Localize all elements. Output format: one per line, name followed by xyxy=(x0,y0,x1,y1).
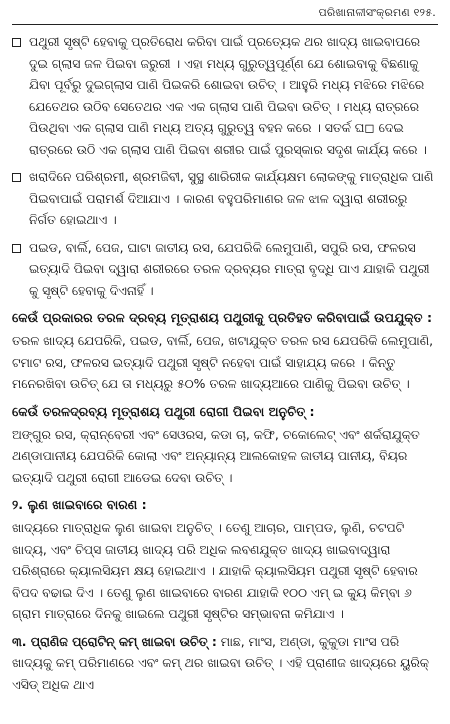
section-heading: କେଉଁ ପ୍ରକାରର ତରଳ ଦ୍ରବ୍ୟ ମୂତ୍ରାଶୟ ପଥୁରୀକୁ ପ୍ରତିହତ କରିବାପାଇଁ ଉପଯୁକ୍ତ : xyxy=(12,310,432,325)
section-lead-text: ମାଛ, ମାଂସ, ଅଣ୍ଡା, କୁକୁଡା ମାଂସ ପରି ଖାଦ୍ୟକୁ କମ୍ ପରିମାଣରେ ଏବଂ କମ୍ ଥର ଖାଇବା ଉଚିତ୍ । ଏହି ପ୍ରାଣୀଜ ଖାଦ୍ୟରେ ୟୁରିକ୍ ଏସିଡ୍ ଅଧିକ ଥାଏ xyxy=(12,633,429,692)
running-title: ପରିଖାନାଳୀସଂକ୍ରମଣ ୧୨୫. xyxy=(318,6,436,19)
section-heading: କେଉଁ ତରଳଦ୍ରବ୍ୟ ମୂତ୍ରାଶୟ ପଥୁରୀ ରୋଗୀ ପିଇବା ଅନୁଚିତ୍ : xyxy=(12,403,315,419)
square-bullet-icon xyxy=(12,173,21,182)
section-paragraph xyxy=(12,631,438,696)
bullet-text: ପଇଡ, ବାର୍ଲି, ପେଜ, ଘାଟା ଜାତୀୟ ରସ, ଯେପରିକି ଲେମୁପାଣି, ସପୁରି ରସ, ଫଳରସ ଇତ୍ୟାଦି ପିଇବା ଦ୍ୱାରା ଶରୀରରେ ତରଳ ଦ୍ରବ୍ୟର ମାତ୍ରା ବୃଦ୍ଧି ପାଏ ଯାହାକି ପଥୁରୀ କୁ ସୃଷ୍ଟି ହେବାକୁ ଦିଏନାହିଁ । xyxy=(29,239,430,298)
bullet-text: ପଥୁରୀ ସୃଷ୍ଟି ହେବାକୁ ପ୍ରତିରୋଧ କରିବା ପାଇଁ ପ୍ରତ୍ୟେକ ଥର ଖାଦ୍ୟ ଖାଇବାପରେ ଦୁଇ ଗ୍ଲାସ ଜଳ ପିଇବା ଜରୁରୀ । ଏହା ମଧ୍ୟ ଗୁରୁତ୍ୱପୂର୍ଣ୍ଣ ଯେ ଶୋଇବାକୁ ବିଛଣାକୁ ଯିବା ପୂର୍ବରୁ ଦୁଇଗ୍ଲାସ ପାଣି ପିଇକରି ଶୋଇବା ଉଚିତ୍ । ଆହୁରି ମଧ୍ୟ ମଝିରେ ମଝିରେ ଯେତେଥର ଉଠିବ ସେତେଥର ଏକ ଏକ ଗ୍ଲାସ ପାଣି ପିଇବା ଉଚିତ୍ । ମଧ୍ୟ ରାତ୍ରରେ ପିଉଥିବା ଏକ ଗ୍ଲାସ ପାଣି ମଧ୍ୟ ଅତ୍ୟ ଗୁରୁତ୍ୱ ବହନ କରେ । ସତର୍କ ଘ◻ ଦେଇ ରାତ୍ରରେ ଉଠି ଏକ ଗ୍ଲାସ ପାଣି ପିଇବା ଶରୀର ପାଇଁ ପୁରସ୍କାର ସଦୃଶ କାର୍ଯ୍ୟ କରେ । xyxy=(29,34,427,157)
section-lead-heading: ୩. ପ୍ରାଣିଜ ପ୍ରୋଟିନ୍ କମ୍ ଖାଇବା ଉଚିତ୍ : xyxy=(12,633,217,649)
header-divider xyxy=(12,24,438,25)
running-header xyxy=(12,4,438,22)
bullet-item xyxy=(12,31,438,160)
section-paragraph: ଅଙ୍ଗୁର ରସ, କ୍ରାନ୍‌ବେରୀ ଏବଂ ସେଓରସ, କଡା ଚା, କଫି, ଚକୋଲେଟ୍ ଏବଂ ଶର୍କରାଯୁକ୍ତ ଥଣ୍ଡାପାନୀୟ ଯେପରିକି କୋଲା ଏବଂ ଅନ୍ୟାନ୍ୟ ଆଲକୋହଳ ଜାତୀୟ ପାନୀୟ, ବିୟର ଇତ୍ୟାଦି ପଥୁରୀ ରୋଗୀ ଆଡେଇ ଦେବା ଉଚିତ୍ । xyxy=(12,426,420,485)
bullet-item xyxy=(12,166,438,231)
bullet-item xyxy=(12,237,438,302)
square-bullet-icon xyxy=(12,244,21,253)
square-bullet-icon xyxy=(12,38,21,47)
section-heading: ୨. ଲୁଣ ଖାଇବାରେ ବାରଣ : xyxy=(12,497,147,512)
document-page xyxy=(0,4,450,724)
section-paragraph: ତରଳ ଖାଦ୍ୟ ଯେପରିକି, ପଇଡ, ବାର୍ଲି, ପେଜ, ଖଟାଯୁକ୍ତ ତରଳ ରସ ଯେପରିକି ଲେମୁପାଣି, ଟମାଟ ରସ, ଫଳରସ ଇତ୍ୟାଦି ପଥୁରୀ ସୃଷ୍ଟି ନହେବା ପାଇଁ ସାହାଯ୍ୟ କରେ । କିନ୍ତୁ ମନେରଖିବା ଉଚିତ୍ ଯେ ତା ମଧ୍ୟରୁ ୫୦% ତରଳ ଖାଦ୍ୟଆରେ ପାଣିକୁ ପିଇବା ଉଚିତ୍ । xyxy=(12,333,434,391)
bullet-text: ଖରାଦିନେ ପରିଶ୍ରମୀ, ଶ୍ରମଜିବୀ, ସୁସ୍ଥ ଶାରିରୀକ କାର୍ଯ୍ୟକ୍ଷମ ଲୋକଙ୍କୁ ମାତ୍ରାଧିକ ପାଣି ପିଇବାପାଇଁ ପରାମର୍ଶ ଦିଆଯାଏ । କାରଣ ବହୁପରିମାଣର ଜଳ ଝାଳ ଦ୍ୱାରା ଶରୀରରୁ ନିର୍ଗତ ହୋଇଥାଏ । xyxy=(29,169,434,227)
section-paragraph: ଖାଦ୍ୟରେ ମାତ୍ରାଧିକ ଲୁଣ ଖାଇବା ଅନୁଚିତ୍ । ତେଣୁ ଆଚାର, ପାମ୍ପଡ, ଲୁଣି, ଚଟପଟି ଖାଦ୍ୟ, ଏବଂ ଚିପ୍‌ସ ଜାତୀୟ ଖାଦ୍ୟ ପରି ଅଧିକ ଲବଣଯୁକ୍ତ ଖାଦ୍ୟ ଖାଇବାଦ୍ୱାରା ପରିଶ୍ରାରେ କ୍ୟାଲସିୟମ କ୍ଷୟ ହୋଇଥାଏ । ଯାହାକି କ୍ୟାଲସିୟମ ପଥୁରୀ ସୃଷ୍ଟି ହେବାର ବିପଦ ବଢାଇ ଦିଏ । ତେଣୁ ଲୁଣ ଖାଇବାରେ ବାରଣ ଯାହାକି ୧୦୦ ଏମ୍ ଇ କ୍ୟୁ କିମ୍ବା ୬ ଗ୍ରାମ ମାତ୍ରାରେ ଦିନକୁ ଖାଇଲେ ପଥୁରୀ ସୃଷ୍ଟିର ସମ୍ଭାବନା କମିଯାଏ । xyxy=(12,520,418,621)
